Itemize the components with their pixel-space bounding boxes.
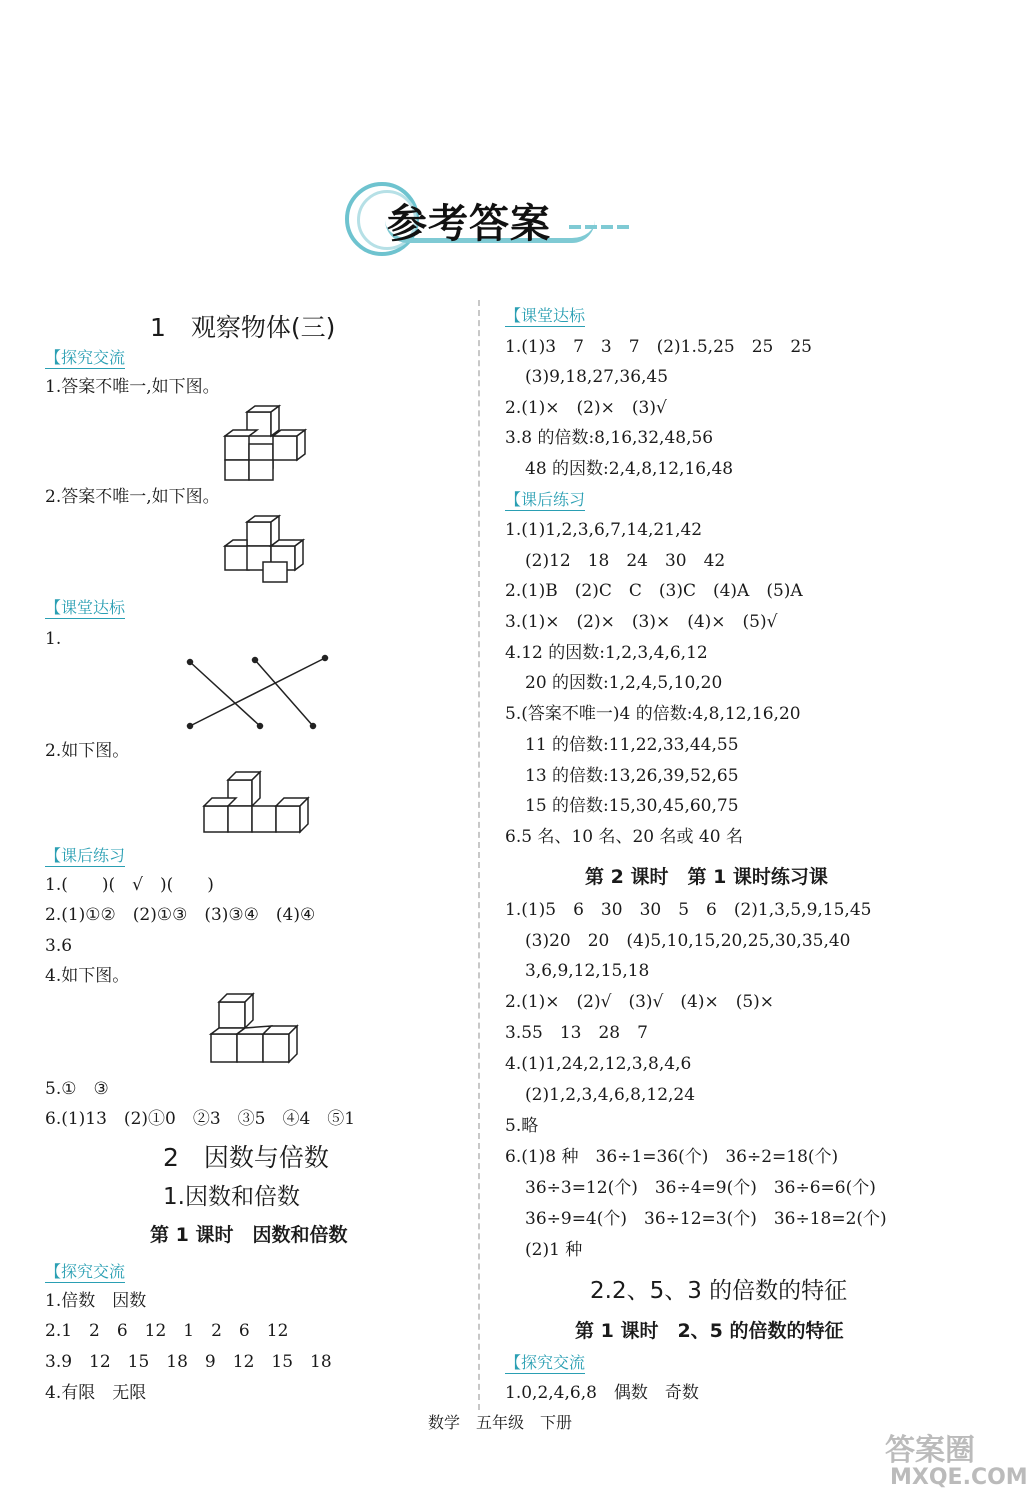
answer-line: 48 的因数:2,4,8,12,16,48: [525, 459, 734, 479]
section-tag: 【探究交流: [45, 1262, 126, 1281]
answer-line: (3)9,18,27,36,45: [525, 367, 669, 387]
answer-line: 2.(1)B (2)C C (3)C (4)A (5)A: [505, 581, 803, 601]
cube-figure-1: [223, 404, 313, 484]
answer-line: 3.8 的倍数:8,16,32,48,56: [505, 428, 714, 448]
section-title: 1 观察物体(三): [150, 313, 336, 342]
answer-line: 3.6: [45, 936, 73, 956]
answer-line: 6.5 名、10 名、20 名或 40 名: [505, 827, 743, 847]
answer-line: 6.(1)13 (2)①0 ②3 ③5 ④4 ⑤1: [45, 1109, 356, 1129]
answer-line: 1.(1)5 6 30 30 5 6 (2)1,3,5,9,15,45: [505, 900, 872, 920]
answer-line: 11 的倍数:11,22,33,44,55: [525, 735, 739, 755]
title-banner: [345, 180, 645, 260]
section-tag: 【课后练习: [45, 846, 126, 865]
answer-line: 2.1 2 6 12 1 2 6 12: [45, 1321, 289, 1341]
answer-line: 13 的倍数:13,26,39,52,65: [525, 766, 739, 786]
watermark-logo: 答案圈: [885, 1433, 975, 1468]
answer-line: 5.(答案不唯一)4 的倍数:4,8,12,16,20: [505, 704, 801, 724]
banner-dashes-decoration: [569, 214, 641, 228]
answer-line: 2.如下图。: [45, 741, 130, 761]
subsection-title: 2.2、5、3 的倍数的特征: [590, 1278, 848, 1304]
answer-line: 3.9 12 15 18 9 12 15 18: [45, 1352, 332, 1372]
cube-figure-3: [200, 768, 320, 836]
section-tag: 【课堂达标: [505, 306, 586, 325]
cube-figure-4: [207, 992, 317, 1072]
answer-line: 3,6,9,12,15,18: [525, 961, 650, 981]
answer-line: 1.: [45, 629, 62, 649]
cube-figure-2: [223, 514, 313, 586]
section-title: 2 因数与倍数: [163, 1143, 329, 1172]
answer-line: 1.( )( √ )( ): [45, 875, 214, 895]
answer-line: 1.0,2,4,6,8 偶数 奇数: [505, 1383, 699, 1403]
answer-line: 3.(1)× (2)× (3)× (4)× (5)√: [505, 612, 778, 632]
answer-line: 4.如下图。: [45, 966, 130, 986]
answer-line: 5.略: [505, 1116, 539, 1136]
answer-line: 2.答案不唯一,如下图。: [45, 487, 220, 507]
page-footer: 数学 五年级 下册: [427, 1413, 572, 1432]
subsection-title: 1.因数和倍数: [163, 1184, 300, 1210]
section-tag: 【课堂达标: [45, 598, 126, 617]
answer-line: 2.(1)× (2)√ (3)√ (4)× (5)×: [505, 992, 775, 1012]
answer-line: 3.55 13 28 7: [505, 1023, 648, 1043]
section-tag: 【探究交流: [45, 348, 126, 367]
answer-line: 4.12 的因数:1,2,3,4,6,12: [505, 643, 708, 663]
answer-line: 36÷9=4(个) 36÷12=3(个) 36÷18=2(个): [525, 1209, 887, 1229]
section-tag: 【探究交流: [505, 1353, 586, 1372]
answer-line: (2)1,2,3,4,6,8,12,24: [525, 1085, 696, 1105]
answer-line: (2)1 种: [525, 1240, 583, 1260]
answer-line: 15 的倍数:15,30,45,60,75: [525, 796, 739, 816]
answer-line: 1.倍数 因数: [45, 1291, 147, 1311]
answer-line: (2)12 18 24 30 42: [525, 551, 726, 571]
answer-line: 2.(1)①② (2)①③ (3)③④ (4)④: [45, 905, 316, 925]
watermark-url: MXQE.COM: [890, 1465, 1028, 1490]
answer-line: 1.(1)1,2,3,6,7,14,21,42: [505, 520, 703, 540]
page-title: 参考答案: [387, 201, 551, 247]
line-figure: [185, 650, 335, 735]
answer-line: (3)20 20 (4)5,10,15,20,25,30,35,40: [525, 931, 851, 951]
answer-line: 20 的因数:1,2,4,5,10,20: [525, 673, 723, 693]
answer-line: 4.有限 无限: [45, 1383, 147, 1403]
lesson-title: 第 2 课时 第 1 课时练习课: [585, 866, 828, 888]
answer-line: 2.(1)× (2)× (3)√: [505, 398, 667, 418]
section-tag: 【课后练习: [505, 490, 586, 509]
answer-line: 36÷3=12(个) 36÷4=9(个) 36÷6=6(个): [525, 1178, 876, 1198]
answer-line: 5.① ③: [45, 1079, 109, 1099]
answer-line: 1.答案不唯一,如下图。: [45, 377, 220, 397]
answer-line: 4.(1)1,24,2,12,3,8,4,6: [505, 1054, 692, 1074]
lesson-title: 第 1 课时 因数和倍数: [150, 1224, 348, 1246]
column-divider: [478, 300, 480, 1410]
answer-line: 6.(1)8 种 36÷1=36(个) 36÷2=18(个): [505, 1147, 839, 1167]
lesson-title: 第 1 课时 2、5 的倍数的特征: [575, 1320, 844, 1342]
answer-line: 1.(1)3 7 3 7 (2)1.5,25 25 25: [505, 337, 812, 357]
